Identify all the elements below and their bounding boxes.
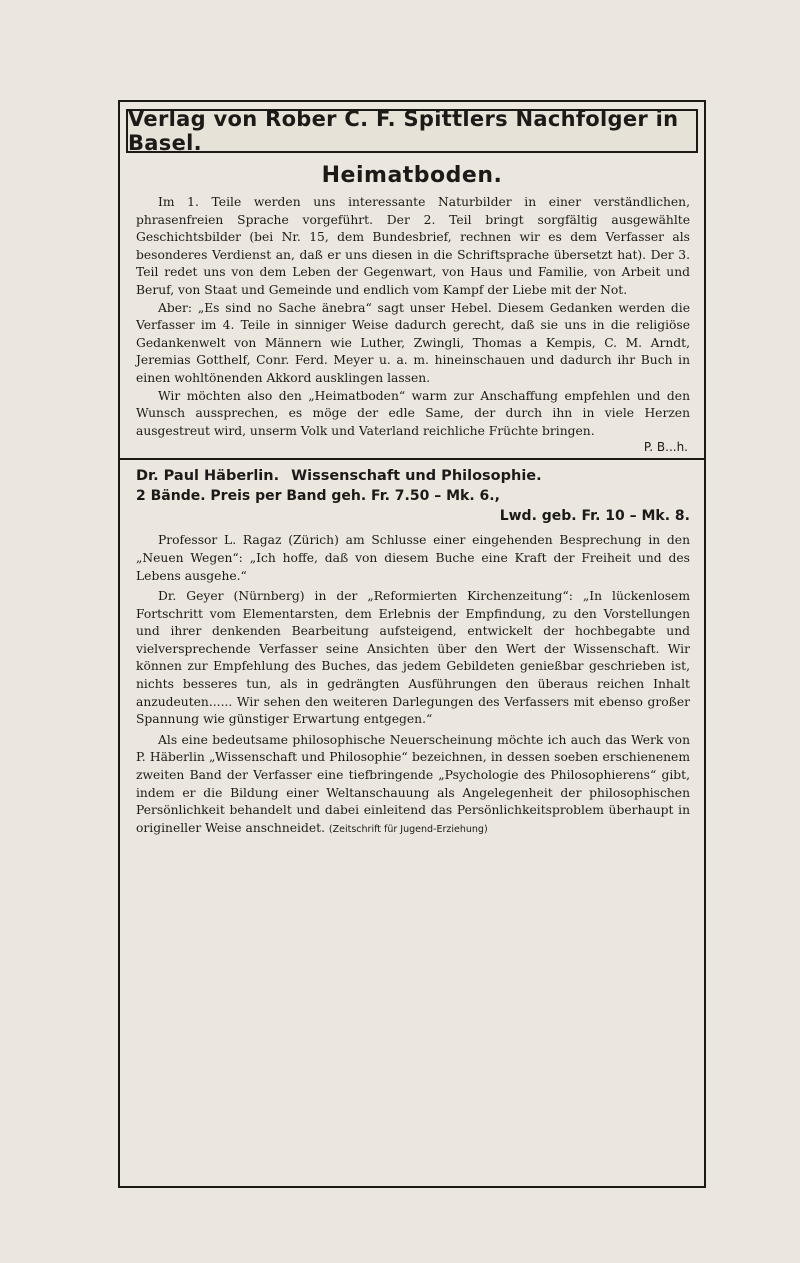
advert-paragraph: Im 1. Teile werden uns interessante Naturbilder in einer verständlichen, phrasenfreien Sprache vorgeführt. Der 2. Teil bringt sorgfältig ausgewählte Geschichtsbilder (bei Nr. 15, dem Bundesbrief, rechnen wir es dem Verfasser als besonderes Verdienst an, daß er uns diesen in die Schriftsprache übersetzt hat). Der 3. Teil redet uns von dem Leben der Gegenwart, von Haus und Familie, von Arbeit und Beruf, von Staat und Gemeinde und endlich vom Kampf der Liebe mit der Not. (136, 195, 690, 297)
review-geyer: Dr. Geyer (Nürnberg) in der „Reformierten Kirchenzeitung“: „In lückenlosem Fortschritt vom Elementarsten, dem Erlebnis der Empfindung, zu den Vorstellungen und ihrer denkenden Bearbeitung aufsteigend, entwickelt der hochbegabte und vielversprechende Verfasser seine Ansichten über den Wert der Wissenschaft. Wir können zur Empfehlung des Buches, das jedem Gebildeten genießbar geschrieben ist, nichts besseres tun, als in gedrängten Ausführungen den überaus reichen Inhalt anzudeuten...... Wir sehen den weiteren Darlegungen des Verfassers mit ebenso großer Spannung wie günstiger Erwartung entgegen.“ (136, 589, 690, 727)
book-reviews (120, 532, 704, 838)
book-heading-line (136, 466, 690, 486)
book-author: Dr. Paul Häberlin. (136, 468, 280, 485)
review-journal (136, 732, 690, 839)
book-header (120, 460, 704, 526)
advert-paragraph: Aber: „Es sind no Sache änebra“ sagt unser Hebel. Diesem Gedanken werden die Verfasser im 4. Teile in sinniger Weise dadurch gerecht, daß sie uns in die religiöse Gedankenwelt von Männern wie Luther, Zwingli, Thomas a Kempis, C. M. Arndt, Jeremias Gotthelf, Conr. Ferd. Meyer u. a. m. hineinschauen und dadurch ihr Buch in einen wohltönenden Akkord ausklingen lassen. (136, 300, 690, 385)
review-source: (Zeitschrift für Jugend-Erziehung) (328, 823, 488, 835)
book-price-bound: Lwd. geb. Fr. 10 – Mk. 8. (499, 508, 690, 525)
book-price: 2 Bände. Preis per Band geh. Fr. 7.50 – Mk. 6., (136, 488, 500, 505)
review-ragaz: Professor L. Ragaz (Zürich) am Schlusse einer eingehenden Besprechung in den „Neuen Wegen“: „Ich hoffe, daß von diesem Buche eine Kraft der Freiheit und des Lebens ausgehe.“ (136, 533, 690, 583)
advert-signature: P. B...h. (643, 440, 688, 455)
publisher-banner: Verlag von Rober C. F. Spittlers Nachfolger in Basel. (126, 109, 698, 153)
advert-body (120, 194, 704, 454)
advert-paragraph: Wir möchten also den „Heimatboden“ warm zur Anschaffung empfehlen und den Wunsch aussprechen, es möge der edle Same, der durch ihn in viele Herzen ausgestreut wird, unserm Volk und Vaterland reichliche Früchte bringen. (136, 388, 690, 438)
review-journal-text: Als eine bedeutsame philosophische Neuerscheinung möchte ich auch das Werk von P. Häberlin „Wissenschaft und Philosophie“ bezeichnen, in dessen soeben erschienenem zweiten Band der Verfasser eine tiefbringende „Psychologie des Philosophierens“ gibt, indem er die Bildung einer Weltanschauung als Angelegenheit der philosophischen Persönlichkeit behandelt und dabei einleitend das Persönlichkeitsproblem überhaupt in origineller Weise anschneidet. (136, 732, 690, 835)
book-title: Wissenschaft und Philosophie. (291, 468, 542, 485)
advert-page (118, 100, 706, 1188)
advert-title: Heimatboden. (321, 163, 503, 188)
